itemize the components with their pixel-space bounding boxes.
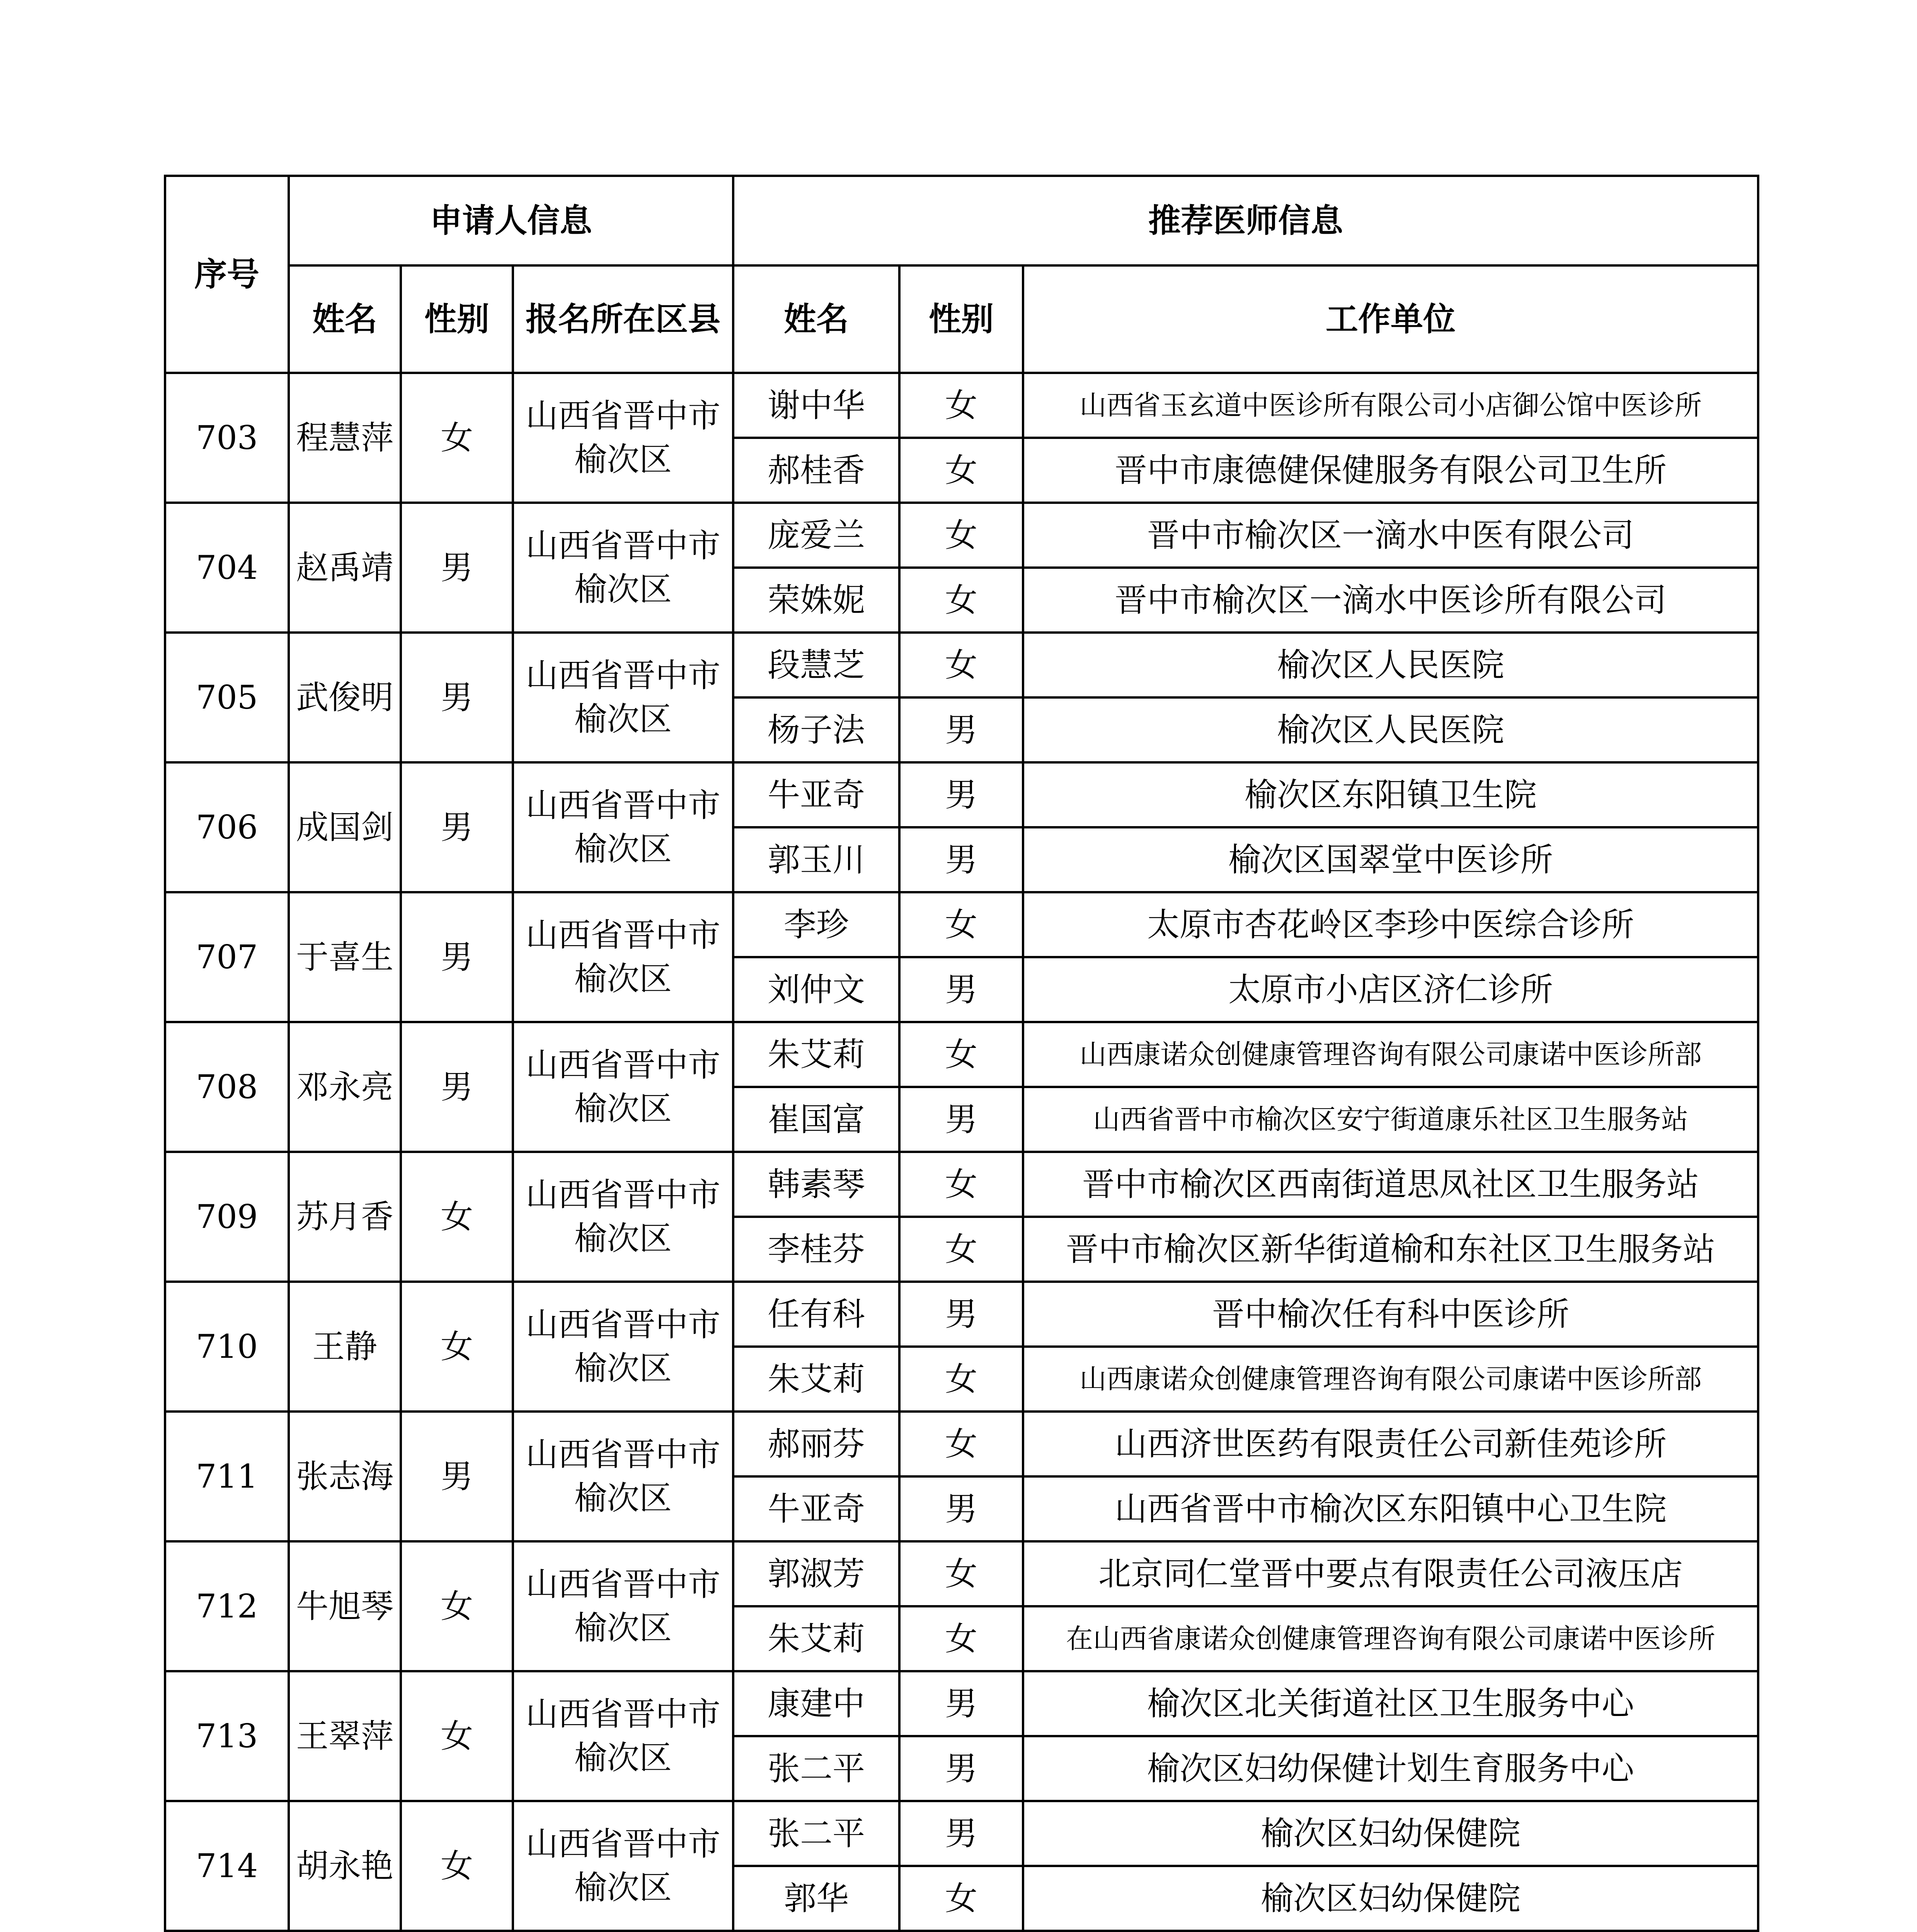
doctor-unit: 榆次区北关街道社区卫生服务中心 <box>1023 1671 1758 1736</box>
doctor-name: 康建中 <box>733 1671 899 1736</box>
doctor-gender: 女 <box>899 503 1023 568</box>
doctor-name: 张二平 <box>733 1801 899 1866</box>
applicant-name: 武俊明 <box>289 633 401 762</box>
applicant-area: 山西省晋中市榆次区 <box>513 1282 733 1412</box>
doctor-unit: 晋中市榆次区新华街道榆和东社区卫生服务站 <box>1023 1217 1758 1282</box>
row-seq: 705 <box>165 633 289 762</box>
applicant-name: 王翠萍 <box>289 1671 401 1801</box>
doctor-gender: 女 <box>899 568 1023 633</box>
doctor-gender: 男 <box>899 762 1023 827</box>
doctor-name: 郝丽芬 <box>733 1412 899 1476</box>
doctor-unit: 晋中市康德健保健服务有限公司卫生所 <box>1023 438 1758 503</box>
applicant-area: 山西省晋中市榆次区 <box>513 1412 733 1541</box>
doctor-name: 郭淑芳 <box>733 1541 899 1606</box>
row-seq: 707 <box>165 892 289 1022</box>
header-applicant-gender: 性别 <box>401 265 513 373</box>
table-row <box>165 1152 1758 1217</box>
applicant-area: 山西省晋中市榆次区 <box>513 1022 733 1152</box>
doctor-gender: 女 <box>899 1347 1023 1412</box>
row-seq: 708 <box>165 1022 289 1152</box>
doctor-gender: 男 <box>899 697 1023 762</box>
doctor-gender: 男 <box>899 1801 1023 1866</box>
header-doctor-group: 推荐医师信息 <box>733 176 1758 265</box>
applicant-area: 山西省晋中市榆次区 <box>513 892 733 1022</box>
table-row <box>165 1541 1758 1606</box>
doctor-gender: 女 <box>899 1606 1023 1671</box>
header-doctor-gender: 性别 <box>899 265 1023 373</box>
table-row <box>165 503 1758 568</box>
row-seq: 713 <box>165 1671 289 1801</box>
applicant-area: 山西省晋中市榆次区 <box>513 503 733 633</box>
doctor-unit: 榆次区东阳镇卫生院 <box>1023 762 1758 827</box>
doctor-gender: 女 <box>899 1022 1023 1087</box>
doctor-name: 崔国富 <box>733 1087 899 1152</box>
doctor-name: 荣姝妮 <box>733 568 899 633</box>
doctor-unit: 山西康诺众创健康管理咨询有限公司康诺中医诊所部 <box>1023 1347 1758 1412</box>
table-row <box>165 373 1758 438</box>
applicant-gender: 女 <box>401 1152 513 1282</box>
row-seq: 704 <box>165 503 289 633</box>
doctor-name: 朱艾莉 <box>733 1606 899 1671</box>
doctor-name: 韩素琴 <box>733 1152 899 1217</box>
doctor-unit: 榆次区妇幼保健计划生育服务中心 <box>1023 1736 1758 1801</box>
table-row <box>165 762 1758 827</box>
applicant-name: 苏月香 <box>289 1152 401 1282</box>
doctor-name: 李珍 <box>733 892 899 957</box>
applicant-area: 山西省晋中市榆次区 <box>513 1152 733 1282</box>
header-seq: 序号 <box>165 176 289 373</box>
applicant-name: 张志海 <box>289 1412 401 1541</box>
doctor-gender: 女 <box>899 1866 1023 1931</box>
applicant-gender: 女 <box>401 1282 513 1412</box>
row-seq: 710 <box>165 1282 289 1412</box>
applicant-gender: 男 <box>401 1022 513 1152</box>
applicant-area: 山西省晋中市榆次区 <box>513 1541 733 1671</box>
doctor-unit: 晋中市榆次区一滴水中医诊所有限公司 <box>1023 568 1758 633</box>
doctor-gender: 女 <box>899 438 1023 503</box>
doctor-unit: 山西省晋中市榆次区安宁街道康乐社区卫生服务站 <box>1023 1087 1758 1152</box>
doctor-unit: 榆次区妇幼保健院 <box>1023 1866 1758 1931</box>
doctor-unit: 山西省晋中市榆次区东阳镇中心卫生院 <box>1023 1476 1758 1541</box>
table-row <box>165 1671 1758 1736</box>
doctor-name: 庞爱兰 <box>733 503 899 568</box>
applicant-name: 胡永艳 <box>289 1801 401 1931</box>
applicant-gender: 男 <box>401 503 513 633</box>
applicant-gender: 男 <box>401 1412 513 1541</box>
doctor-unit: 北京同仁堂晋中要点有限责任公司液压店 <box>1023 1541 1758 1606</box>
doctor-gender: 男 <box>899 1282 1023 1347</box>
applicant-area: 山西省晋中市榆次区 <box>513 1801 733 1931</box>
applicant-area: 山西省晋中市榆次区 <box>513 373 733 503</box>
applicant-gender: 女 <box>401 373 513 503</box>
table-body <box>165 373 1758 1932</box>
table-row <box>165 1412 1758 1476</box>
doctor-unit: 晋中市榆次区一滴水中医有限公司 <box>1023 503 1758 568</box>
doctor-name: 任有科 <box>733 1282 899 1347</box>
doctor-name: 杨子法 <box>733 697 899 762</box>
doctor-name: 段慧芝 <box>733 633 899 697</box>
doctor-gender: 男 <box>899 957 1023 1022</box>
table-row <box>165 1022 1758 1087</box>
doctor-gender: 女 <box>899 1217 1023 1282</box>
doctor-unit: 榆次区人民医院 <box>1023 633 1758 697</box>
header-applicant-group: 申请人信息 <box>289 176 733 265</box>
table-row <box>165 1282 1758 1347</box>
row-seq: 712 <box>165 1541 289 1671</box>
doctor-name: 张二平 <box>733 1736 899 1801</box>
doctor-gender: 女 <box>899 892 1023 957</box>
doctor-unit: 在山西省康诺众创健康管理咨询有限公司康诺中医诊所 <box>1023 1606 1758 1671</box>
row-seq: 703 <box>165 373 289 503</box>
applicant-gender: 男 <box>401 892 513 1022</box>
applicant-gender: 女 <box>401 1541 513 1671</box>
header-applicant-name: 姓名 <box>289 265 401 373</box>
applicant-table <box>164 175 1759 1932</box>
applicant-area: 山西省晋中市榆次区 <box>513 1671 733 1801</box>
doctor-name: 李桂芬 <box>733 1217 899 1282</box>
doctor-gender: 女 <box>899 1541 1023 1606</box>
header-applicant-area: 报名所在区县 <box>513 265 733 373</box>
row-seq: 711 <box>165 1412 289 1541</box>
applicant-table-page <box>164 175 1757 1932</box>
applicant-name: 赵禹靖 <box>289 503 401 633</box>
doctor-name: 郝桂香 <box>733 438 899 503</box>
doctor-unit: 榆次区人民医院 <box>1023 697 1758 762</box>
doctor-gender: 女 <box>899 1152 1023 1217</box>
doctor-gender: 男 <box>899 1087 1023 1152</box>
table-row <box>165 1801 1758 1866</box>
doctor-unit: 山西济世医药有限责任公司新佳苑诊所 <box>1023 1412 1758 1476</box>
header-doctor-name: 姓名 <box>733 265 899 373</box>
doctor-unit: 太原市小店区济仁诊所 <box>1023 957 1758 1022</box>
applicant-area: 山西省晋中市榆次区 <box>513 633 733 762</box>
doctor-unit: 晋中榆次任有科中医诊所 <box>1023 1282 1758 1347</box>
doctor-name: 牛亚奇 <box>733 762 899 827</box>
header-doctor-unit: 工作单位 <box>1023 265 1758 373</box>
table-row <box>165 633 1758 697</box>
applicant-gender: 男 <box>401 633 513 762</box>
applicant-name: 程慧萍 <box>289 373 401 503</box>
doctor-name: 朱艾莉 <box>733 1022 899 1087</box>
doctor-gender: 男 <box>899 1671 1023 1736</box>
doctor-gender: 男 <box>899 827 1023 892</box>
applicant-gender: 女 <box>401 1671 513 1801</box>
doctor-unit: 榆次区妇幼保健院 <box>1023 1801 1758 1866</box>
applicant-name: 于喜生 <box>289 892 401 1022</box>
doctor-gender: 男 <box>899 1476 1023 1541</box>
doctor-name: 郭玉川 <box>733 827 899 892</box>
doctor-unit: 晋中市榆次区西南街道思凤社区卫生服务站 <box>1023 1152 1758 1217</box>
doctor-gender: 女 <box>899 1412 1023 1476</box>
applicant-area: 山西省晋中市榆次区 <box>513 762 733 892</box>
doctor-name: 郭华 <box>733 1866 899 1931</box>
doctor-name: 谢中华 <box>733 373 899 438</box>
row-seq: 709 <box>165 1152 289 1282</box>
applicant-name: 牛旭琴 <box>289 1541 401 1671</box>
doctor-gender: 女 <box>899 373 1023 438</box>
doctor-gender: 男 <box>899 1736 1023 1801</box>
doctor-unit: 山西省玉玄道中医诊所有限公司小店御公馆中医诊所 <box>1023 373 1758 438</box>
doctor-unit: 榆次区国翠堂中医诊所 <box>1023 827 1758 892</box>
row-seq: 706 <box>165 762 289 892</box>
row-seq: 714 <box>165 1801 289 1931</box>
applicant-name: 王静 <box>289 1282 401 1412</box>
applicant-gender: 男 <box>401 762 513 892</box>
doctor-name: 刘仲文 <box>733 957 899 1022</box>
doctor-unit: 太原市杏花岭区李珍中医综合诊所 <box>1023 892 1758 957</box>
applicant-name: 成国剑 <box>289 762 401 892</box>
doctor-name: 朱艾莉 <box>733 1347 899 1412</box>
doctor-gender: 女 <box>899 633 1023 697</box>
applicant-gender: 女 <box>401 1801 513 1931</box>
doctor-unit: 山西康诺众创健康管理咨询有限公司康诺中医诊所部 <box>1023 1022 1758 1087</box>
doctor-name: 牛亚奇 <box>733 1476 899 1541</box>
table-row <box>165 892 1758 957</box>
applicant-name: 邓永亮 <box>289 1022 401 1152</box>
